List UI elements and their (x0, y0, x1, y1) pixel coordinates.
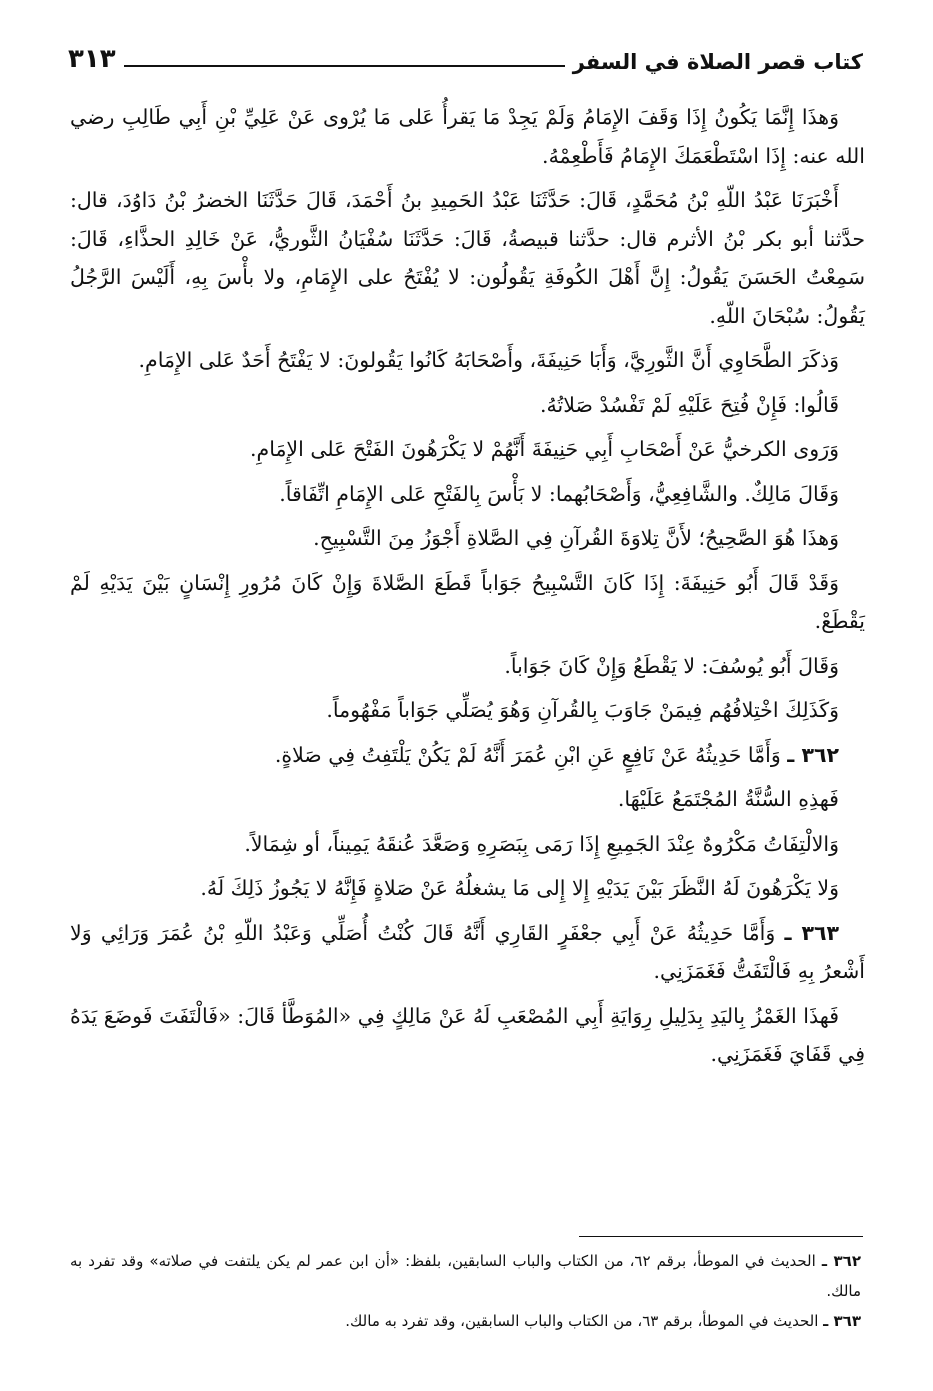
footnote (70, 1306, 861, 1336)
paragraph: وَقَالَ أَبُو يُوسُفَ: لا يَقْطَعُ وَإِنْ كَانَ جَوَاباً. (504, 653, 839, 678)
hadith-text: وَأَمَّا حَدِيثُهُ عَنْ أَبِي جعْفَرٍ القَارِي أَنَّهُ قَالَ كُنْتُ أُصَلِّي وَعَبْدُ اللّهِ بْنُ عُمَرَ وَرَائِي وَلا أَشْعرُ بِهِ فَالْتَفَتُّ فَغَمَزَنِي. (70, 920, 865, 983)
hadith-text: وَأَمَّا حَدِيثُهُ عَنْ نَافِعٍ عَنِ ابْنِ عُمَرَ أَنَّهُ لَمْ يَكُنْ يَلْتَفِتُ فِي صَلاةٍ. (274, 742, 781, 767)
paragraph: قَالُوا: فَإِنْ فُتِحَ عَلَيْهِ لَمْ تَفْسُدْ صَلاتُهُ. (540, 392, 839, 417)
paragraph: وَكَذَلِكَ اخْتِلافُهُم فِيمَنْ جَاوَبَ بِالقُرآنِ وَهُوَ يُصَلِّي جَوَاباً مَفْهُوماً. (326, 698, 839, 722)
paragraph: وَالالْتِفَاتُ مَكْرُوهٌ عِنْدَ الجَمِيعِ إِذَا رَمَى بِبَصَرِهِ وَصَعَّدَ عُنقَهُ يَمِيناً، أو شِمَالاً. (244, 831, 839, 856)
chapter-title: كتاب قصر الصلاة في السفر (572, 50, 863, 74)
footnote-text: الحديث في الموطأ، برقم ٦٢، من الكتاب والباب السابقين، بلفظ: «أن ابن عمر لم يكن يلتفت في صلاته» وقد تفرد به مالك. (70, 1252, 861, 1300)
paragraph: فَهذِهِ السُّنَّةُ المُجْتَمَعُ عَلَيْهَا. (617, 787, 839, 811)
paragraph: فَهذَا الغَمْزُ بِاليَدِ بِدَلِيلِ رِوَايَةِ أَبِي المُصْعَبِ لَهُ عَنْ مَالِكٍ فِي «المُوَطَّأ قَالَ: «فَالْتَفَتَ فَوضَعَ يَدَهُ فِي قَفَايَ فَغَمَزَنِي. (70, 1003, 865, 1066)
footnote-number: ٣٦٢ ـ (821, 1252, 861, 1270)
footnote-separator (579, 1236, 863, 1237)
footnotes (70, 1246, 861, 1336)
paragraph: وَقَالَ مَالِكٌ. والشَّافِعِيُّ، وَأَصْحَابُهما: لا بَأْسَ بِالفَتْحِ عَلى الإِمَامِ اتِّفَاقاً. (279, 481, 839, 506)
paragraph: وَهذَا هُوَ الصَّحِيحُ؛ لأَنَّ تِلاوَةَ القُرآنِ فِي الصَّلاةِ أَجْوَزُ مِنَ التَّسْبِيحِ. (313, 526, 839, 550)
hadith-363 (70, 914, 865, 991)
paragraph: وَهذَا إِنَّمَا يَكُونُ إِذَا وَقَفَ الإِمَامُ وَلَمْ يَجِدْ مَا يَقرأُ عَلى مَا يُرْوى عَنْ عَلِيِّ بْنِ أَبِي طَالِبِ رضي الله عنه: إِذَا اسْتَطْعَمَكَ الإِمَامُ فَأَطْعِمْهُ. (70, 105, 865, 168)
main-text (70, 98, 865, 1080)
paragraph: وَرَوى الكرخيُّ عَنْ أَصْحَابِ أَبِي حَنِيفَةَ أَنَّهُمْ لا يَكْرَهُونَ الفَتْحَ عَلى الإِمَامِ. (249, 437, 839, 461)
running-header (68, 30, 863, 74)
footnote-text: الحديث في الموطأ، برقم ٦٣، من الكتاب والباب السابقين، وقد تفرد به مالك. (345, 1312, 819, 1330)
footnote-number: ٣٦٣ ـ (823, 1312, 861, 1330)
hadith-number: ٣٦٢ ـ (787, 742, 839, 767)
page-number: ٣١٣ (68, 44, 116, 74)
paragraph: وَلا يَكْرَهُونَ لَهُ النَّظَرَ بَيْنَ يَدَيْهِ إِلا إِلى مَا يشغلُهُ عَنْ صَلاةٍ فَإِنَّهُ لا يَجُوزُ ذَلِكَ لَهُ. (200, 876, 839, 900)
paragraph: وَقَدْ قَالَ أَبُو حَنِيفَةَ: إِذَا كَانَ التَّسْبِيحُ جَوَاباً قَطَعَ الصَّلاةَ وَإِنْ كَانَ مُرُورِ إِنْسَانٍ بَيْنَ يَدَيْهِ لَمْ يَقْطَعْ. (70, 570, 865, 633)
footnote (70, 1246, 861, 1306)
hadith-362 (70, 736, 865, 775)
paragraph: أَخْبَرَنَا عَبْدُ اللّهِ بْنُ مُحَمَّدٍ، قَالَ: حَدَّثَنَا عَبْدُ الحَمِيدِ بنُ أَحْمَدَ، قَالَ حَدَّثَنَا الخضرُ بْنُ دَاوُدَ، قال: حدَّثنا أبو بكر بْنُ الأثرم قال: حدَّثنا قبيصةُ، قَالَ: حَدَّثَنَا سُفْيَانُ الثَّوريُّ، عَنْ خَالِدِ الحذَّاءِ، قَالَ: سَمِعْتُ الحَسَنَ يَقُولُ: إِنَّ أَهْلَ الكُوفَةِ يَقُولُون: لا يُفْتَحُ على الإِمَامِ، ولا بأْسَ بِهِ، أَلَيْسَ الرَّجُلُ يَقُولُ: سُبْحَانَ اللّهِ. (70, 188, 865, 328)
paragraph: وَذكَرَ الطَّحَاوِي أَنَّ الثَّورِيَّ، وَأَبَا حَنِيفَةَ، وأَصْحَابَهُ كَانُوا يَقُولونَ: لا يَفْتَحُ أَحَدٌ عَلى الإِمَامِ. (138, 348, 839, 372)
hadith-number: ٣٦٣ ـ (784, 920, 839, 945)
header-rule (124, 65, 565, 67)
